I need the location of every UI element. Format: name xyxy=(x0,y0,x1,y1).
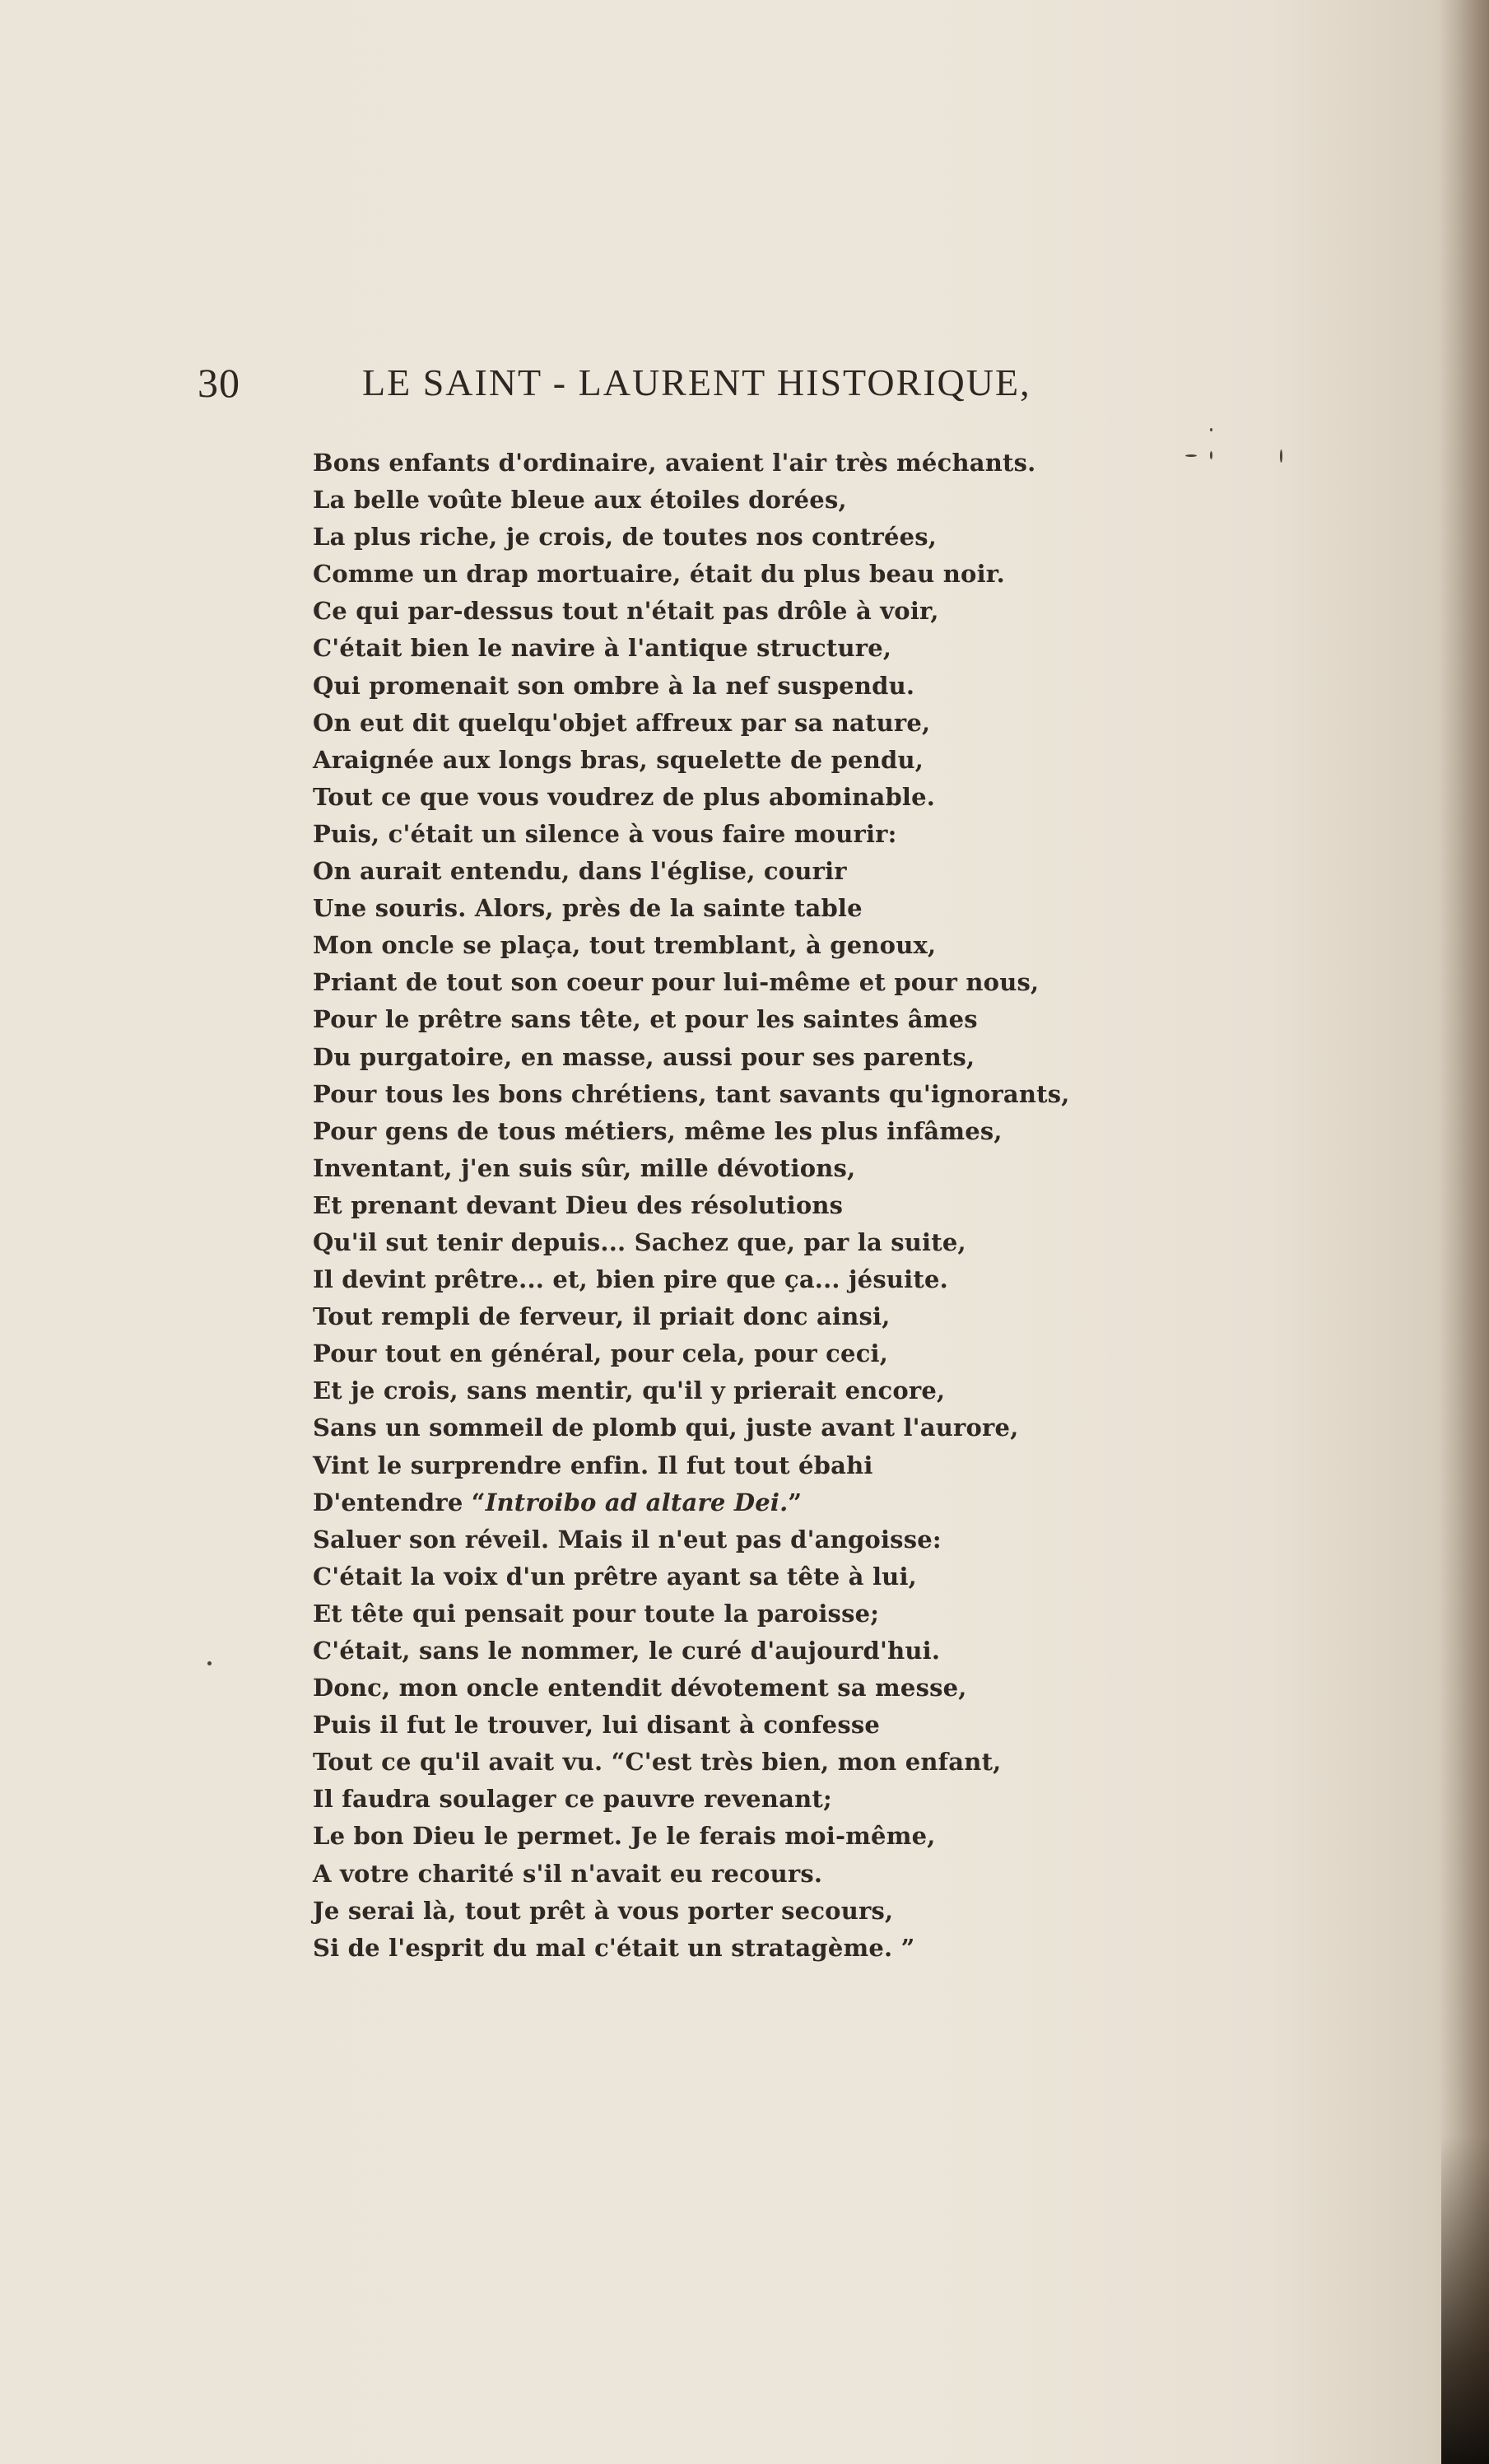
poem-line: C'était, sans le nommer, le curé d'aujourd'hui. xyxy=(313,1637,941,1665)
poem-line: Inventant, j'en suis sûr, mille dévotions, xyxy=(313,1153,856,1182)
poem-line: Saluer son réveil. Mais il n'eut pas d'angoisse: xyxy=(313,1525,942,1553)
poem-line: Vint le surprendre enfin. Il fut tout ébahi xyxy=(313,1451,873,1479)
poem-line: Et je crois, sans mentir, qu'il y prierait encore, xyxy=(313,1376,946,1405)
poem-line: Le bon Dieu le permet. Je le ferais moi-même, xyxy=(313,1822,936,1851)
poem-line: Il faudra soulager ce pauvre revenant; xyxy=(313,1785,832,1814)
running-title: LE SAINT - LAURENT HISTORIQUE, xyxy=(362,361,1031,403)
poem-line: Comme un drap mortuaire, était du plus beau noir. xyxy=(313,560,1005,589)
poem-line: Si de l'esprit du mal c'était un stratagème. ” xyxy=(313,1933,915,1962)
poem-stanza-continued xyxy=(313,1521,1136,1967)
poem-line: Araignée aux longs bras, squelette de pendu, xyxy=(313,745,924,774)
margin-mark xyxy=(1185,454,1197,457)
poem-text xyxy=(313,445,1136,1967)
poem-line: Pour tous les bons chrétiens, tant savants qu'ignorants, xyxy=(313,1079,1070,1108)
page-header xyxy=(198,359,1103,408)
margin-mark xyxy=(1280,449,1282,463)
poem-line: Je serai là, tout prêt à vous porter secours, xyxy=(313,1896,894,1925)
poem-line: La belle voûte bleue aux étoiles dorées, xyxy=(313,486,847,515)
poem-line: Et tête qui pensait pour toute la paroisse; xyxy=(313,1599,880,1628)
poem-line: Pour tout en général, pour cela, pour ceci, xyxy=(313,1339,889,1368)
poem-line: Il devint prêtre... et, bien pire que ça... jésuite. xyxy=(313,1265,948,1294)
latin-prefix: D'entendre “ xyxy=(313,1488,486,1516)
poem-line: Qui promenait son ombre à la nef suspendu. xyxy=(313,671,915,700)
poem-line: C'était bien le navire à l'antique structure, xyxy=(313,634,892,663)
poem-line: Sans un sommeil de plomb qui, juste avant l'aurore, xyxy=(313,1414,1019,1442)
page-number: 30 xyxy=(198,360,240,406)
poem-line: Bons enfants d'ordinaire, avaient l'air très méchants. xyxy=(313,449,1036,477)
latin-quote: Introibo ad altare Dei. xyxy=(485,1488,789,1516)
poem-line: Qu'il sut tenir depuis... Sachez que, par la suite, xyxy=(313,1227,966,1256)
page-corner-shadow xyxy=(1441,2135,1489,2464)
poem-line: Ce qui par-dessus tout n'était pas drôle à voir, xyxy=(313,597,939,626)
poem-line: Donc, mon oncle entendit dévotement sa messe, xyxy=(313,1674,967,1702)
poem-line: Puis il fut le trouver, lui disant à confesse xyxy=(313,1711,881,1740)
latin-suffix: ” xyxy=(788,1488,803,1516)
margin-mark xyxy=(1210,451,1212,459)
poem-line: On eut dit quelqu'objet affreux par sa nature, xyxy=(313,708,931,737)
poem-line: Tout rempli de ferveur, il priait donc ainsi, xyxy=(313,1302,891,1331)
poem-line: Priant de tout son coeur pour lui-même et pour nous, xyxy=(313,968,1040,997)
poem-line: Une souris. Alors, près de la sainte table xyxy=(313,894,863,923)
poem-line: On aurait entendu, dans l'église, courir xyxy=(313,857,847,886)
poem-line: Puis, c'était un silence à vous faire mourir: xyxy=(313,819,897,848)
poem-line-latin xyxy=(313,1484,1136,1521)
poem-line: A votre charité s'il n'avait eu recours. xyxy=(313,1859,823,1888)
poem-line: Mon oncle se plaça, tout tremblant, à genoux, xyxy=(313,931,937,960)
poem-line: Pour le prêtre sans tête, et pour les saintes âmes xyxy=(313,1005,978,1034)
poem-line: La plus riche, je crois, de toutes nos contrées, xyxy=(313,523,938,552)
margin-mark xyxy=(207,1661,212,1665)
poem-line: Et prenant devant Dieu des résolutions xyxy=(313,1190,844,1219)
poem-line: Pour gens de tous métiers, même les plus infâmes, xyxy=(313,1116,1003,1145)
poem-line: Tout ce que vous voudrez de plus abominable. xyxy=(313,782,936,811)
margin-mark xyxy=(1210,428,1212,431)
page-edge-shadow xyxy=(1440,0,1489,2464)
poem-stanza xyxy=(313,445,1136,1484)
poem-line: Du purgatoire, en masse, aussi pour ses parents, xyxy=(313,1042,975,1071)
poem-line: Tout ce qu'il avait vu. “C'est très bien, mon enfant, xyxy=(313,1748,1002,1777)
poem-line: C'était la voix d'un prêtre ayant sa tête à lui, xyxy=(313,1562,917,1591)
